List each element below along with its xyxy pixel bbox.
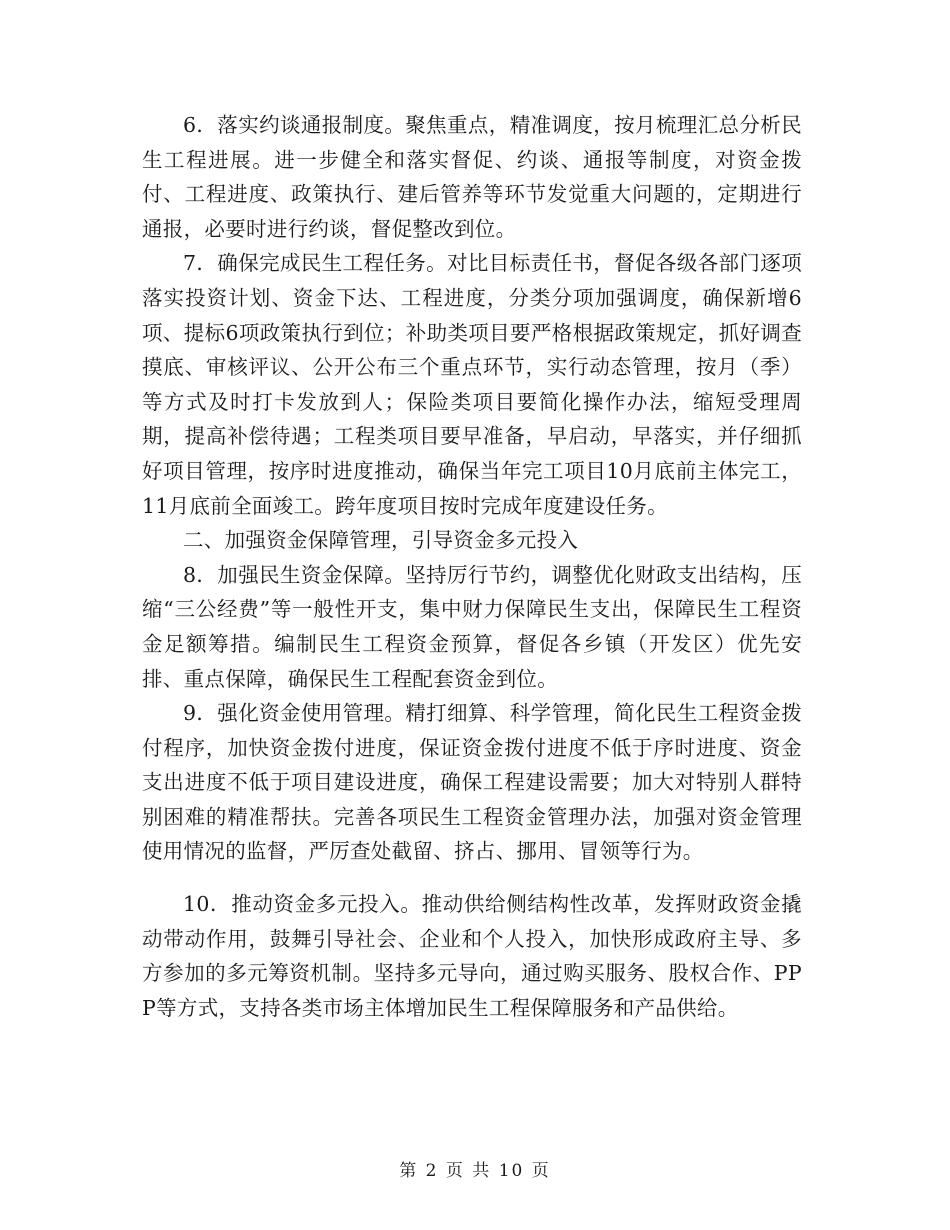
paragraph-item-10: 10．推动资金多元投入。推动供给侧结构性改革，发挥财政资金撬动带动作用，鼓舞引导社会、企业和个人投入，加快形成政府主导、多方参加的多元筹资机制。坚持多元导向，通过购买服务、股权合作、PPP等方式，支持各类市场主体增加民生工程保障服务和产品供给。: [142, 892, 802, 1020]
paragraph-item-9: 9．强化资金使用管理。精打细算、科学管理，简化民生工程资金拨付程序，加快资金拨付进度，保证资金拨付进度不低于序时进度、资金支出进度不低于项目建设进度，确保工程建设需要；加大对特别人群特别困难的精准帮扶。完善各项民生工程资金管理办法，加强对资金管理使用情况的监督，严厉查处截留、挤占、挪用、冒领等行为。: [142, 701, 802, 864]
paragraph-item-7: 7．确保完成民生工程任务。对比目标责任书，督促各级各部门逐项落实投资计划、资金下达、工程进度，分类分项加强调度，确保新增6项、提标6项政策执行到位；补助类项目要严格根据政策规定，抓好调查摸底、审核评议、公开公布三个重点环节，实行动态管理，按月（季）等方式及时打卡发放到人；保险类项目要简化操作办法，缩短受理周期，提高补偿待遇；工程类项目要早准备，早启动，早落实，并仔细抓好项目管理，按序时进度推动，确保当年完工项目10月底前主体完工，11月底前全面竣工。跨年度项目按时完成年度建设任务。: [142, 251, 802, 518]
paragraph-item-6: 6．落实约谈通报制度。聚焦重点，精准调度，按月梳理汇总分析民生工程进展。进一步健全和落实督促、约谈、通报等制度，对资金拨付、工程进度、政策执行、建后管养等环节发觉重大问题的，定期进行通报，必要时进行约谈，督促整改到位。: [142, 113, 802, 241]
page-number-footer: 第 2 页 共 10 页: [399, 1161, 551, 1181]
section-heading-2: 二、加强资金保障管理，引导资金多元投入: [183, 528, 579, 553]
paragraph-item-8: 8．加强民生资金保障。坚持厉行节约，调整优化财政支出结构，压缩“三公经费”等一般性开支，集中财力保障民生支出，保障民生工程资金足额筹措。编制民生工程资金预算，督促各乡镇（开发区）优先安排、重点保障，确保民生工程配套资金到位。: [142, 562, 802, 691]
document-body: [142, 108, 802, 1025]
